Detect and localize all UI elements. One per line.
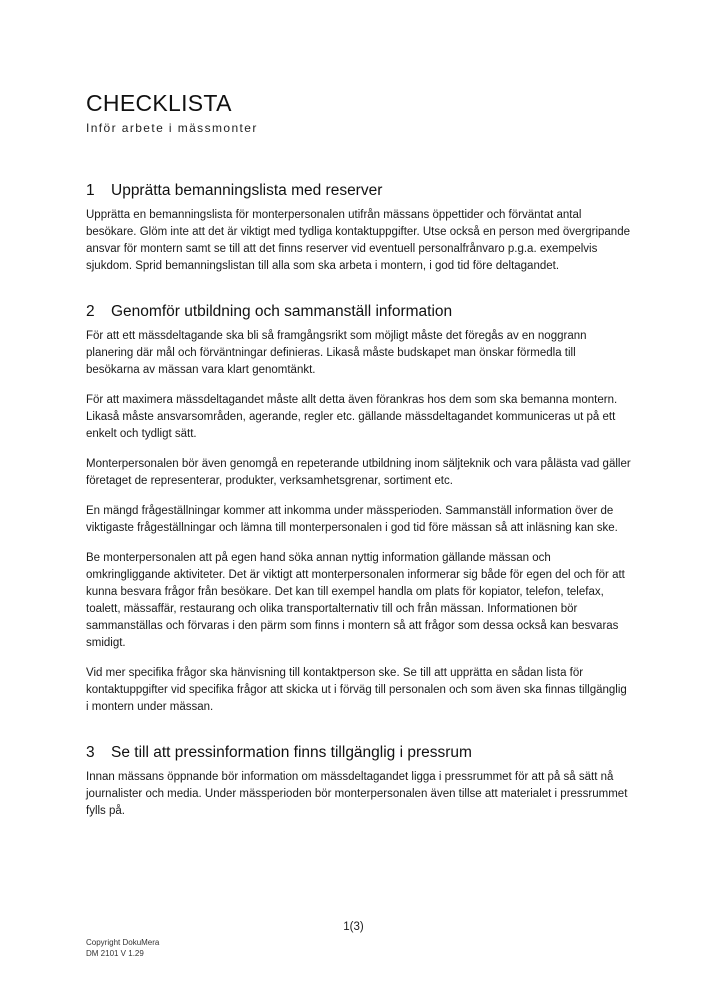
paragraph: Be monterpersonalen att på egen hand söka annan nyttig information gällande mässan och omkringliggande aktiviteter. Det är viktigt att monterpersonalen informerar sig både för egen del och för att kunna besvara frågor från besökare. Det kan till exempel handla om plats för kopiator, telefon, telefax, toalett, mässaffär, restaurang och olika transportalternativ till och från mässan. Informationen bör sammanställas och förvaras i den pärm som finns i montern så att frågor som dessa också kan besvaras smidigt.: [86, 552, 625, 649]
section-number: 3: [86, 744, 95, 761]
page-content: [86, 88, 631, 820]
section-number: 2: [86, 303, 95, 320]
section-heading: [86, 181, 631, 201]
footer-doc-id: DM 2101 V 1.29: [86, 949, 144, 958]
paragraph: Upprätta en bemanningslista för monterpersonalen utifrån mässans öppettider och förväntat antal besökare. Glöm inte att det är viktigt med tydliga kontaktuppgifter. Utse också en person med övergripande ansvar för montern samt se till att det finns reserver vid eventuell personalfrånvaro p.g.a. exempelvis sjukdom. Sprid bemanningslistan till alla som ska arbeta i montern, i god tid före deltagandet.: [86, 209, 630, 272]
section-title: Upprätta bemanningslista med reserver: [111, 182, 383, 199]
footer-copyright: Copyright DokuMera: [86, 938, 160, 947]
section-2: [86, 302, 631, 716]
footer: [86, 937, 159, 959]
paragraph: En mängd frågeställningar kommer att inkomma under mässperioden. Sammanställ information över de viktigaste frågeställningar och lämna till monterpersonalen i god tid före mässan så att inläsning kan ske.: [86, 505, 618, 534]
section-heading: [86, 302, 631, 322]
paragraph: Innan mässans öppnande bör information om mässdeltagandet ligga i pressrummet för att på så sätt nå journalister och media. Under mässperioden bör monterpersonalen även tillse att materialet i pressrummet fylls på.: [86, 771, 628, 817]
page-number: 1(3): [343, 921, 364, 933]
section-heading: [86, 743, 631, 763]
paragraph: Vid mer specifika frågor ska hänvisning till kontaktperson ske. Se till att upprätta en sådan lista för kontaktuppgifter vid specifika frågor att skicka ut i förväg till personalen och som även ska finnas tillgänglig i montern under mässan.: [86, 667, 627, 713]
section-title: Genomför utbildning och sammanställ information: [111, 303, 453, 320]
section-title: Se till att pressinformation finns tillgänglig i pressrum: [111, 744, 472, 761]
section-3: [86, 743, 631, 820]
document-title: CHECKLISTA: [86, 90, 232, 116]
paragraph: För att maximera mässdeltagandet måste allt detta även förankras hos dem som ska bemanna montern. Likaså måste ansvarsområden, agerande, regler etc. gällande mässdeltagandet kommuniceras ut på ett enkelt och tydligt sätt.: [86, 394, 618, 440]
document-subtitle: Inför arbete i mässmonter: [86, 121, 258, 135]
section-number: 1: [86, 182, 95, 199]
section-1: [86, 181, 631, 275]
paragraph: Monterpersonalen bör även genomgå en repeterande utbildning inom säljteknik och vara pålästa vad gäller företaget de representerar, produkter, verksamhetsgrenar, sortiment etc.: [86, 458, 631, 487]
paragraph: För att ett mässdeltagande ska bli så framgångsrikt som möjligt måste det föregås av en noggrann planering där mål och förväntningar definieras. Likaså måste budskapet man önskar förmedla till besökarna av mässan vara klart genomtänkt.: [86, 330, 587, 376]
